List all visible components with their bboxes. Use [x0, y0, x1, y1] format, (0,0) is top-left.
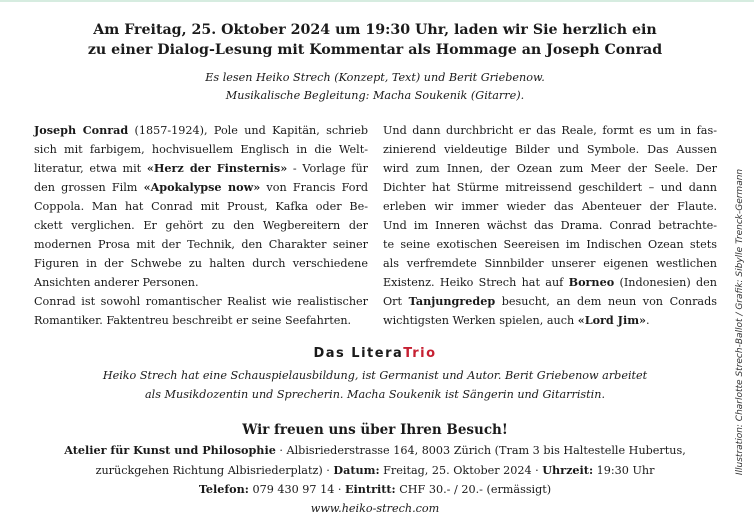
section-title-accent: Trio	[403, 346, 437, 361]
date-label: Datum:	[333, 462, 380, 477]
readers-line-2: Musikalische Begleitung: Macha Soukenik (Gitarre).	[225, 89, 525, 102]
trio-line-2: als Musikdozentin und Sprecherin. Macha Soukenik ist Sängerin und Gitarristin.	[145, 388, 605, 401]
text-line: modernen Prosa mit der Technik, den Charakter seiner	[34, 238, 368, 251]
film-title: «Apokalypse now»	[143, 180, 261, 194]
right-column-text	[383, 121, 717, 330]
illustration-credit: Illustration: Charlotte Strech-Ballot / Grafik: Sibylle Trenck-Germann	[735, 168, 745, 476]
text-line: Existenz. Heiko Strech hat auf Borneo (Indonesien) den	[383, 275, 718, 289]
venue-address: · Albisriederstrasse 164, 8003 Zürich (Tram 3 bis Haltestelle Hubertus,	[275, 444, 686, 457]
trio-description	[30, 366, 720, 404]
entry-label: Eintritt:	[344, 482, 396, 496]
text-line: Und dann durchbricht er das Reale, formt es um in fas-	[383, 124, 717, 137]
venue-line	[30, 441, 720, 461]
text-line: erleben wir immer wieder das Abenteuer der Flaute.	[383, 200, 717, 213]
text-line: zinierend vieldeutige Bilder und Symbole. Das Aussen	[383, 143, 717, 156]
text-line: Romantiker. Faktentreu beschreibt er seine Seefahrten.	[34, 314, 352, 327]
event-info	[30, 441, 720, 500]
trio-line-1: Heiko Strech hat eine Schauspielausbildung, ist Germanist und Autor. Berit Griebenow arbeitet	[102, 369, 648, 382]
welcome-heading: Wir freuen uns über Ihren Besuch!	[242, 422, 508, 438]
headline-line-1: Am Freitag, 25. Oktober 2024 um 19:30 Uhr, laden wir Sie herzlich ein	[93, 22, 657, 38]
text-line: Ansichten anderer Personen.	[34, 276, 199, 289]
top-divider	[0, 0, 754, 2]
text-line: wichtigsten Werken spielen, auch «Lord Jim».	[383, 313, 650, 327]
time-label: Uhrzeit:	[542, 462, 594, 477]
readers-line-1: Es lesen Heiko Strech (Konzept, Text) und Berit Griebenow.	[205, 71, 545, 84]
date-line	[30, 461, 720, 481]
author-name: Joseph Conrad	[34, 123, 129, 137]
text-line: Dichter hat Stürme mitreissend geschildert – und dann	[383, 181, 717, 194]
contact-line	[30, 480, 720, 500]
text-line: literatur, etwa mit «Herz der Finsternis» - Vorlage für	[34, 161, 369, 175]
text-line: te seine exotischen Seereisen im Indischen Ozean stets	[383, 238, 717, 251]
text-line: Joseph Conrad (1857-1924), Pole und Kapitän, schrieb	[34, 123, 368, 137]
text-line: Figuren in der Schwebe zu halten durch verschiedene	[34, 257, 368, 270]
text-line: sich mit farbigem, hochvisuellem Englisch in die Welt-	[34, 143, 368, 156]
place-name: Tanjungredep	[408, 294, 496, 308]
text-line: als verfremdete Sinnbilder unserer eigenen westlichen	[383, 257, 717, 270]
entry-value: CHF 30.- / 20.- (ermässigt)	[395, 483, 552, 496]
phone-label: Telefon:	[198, 482, 249, 496]
readers-info	[30, 69, 720, 105]
page-title	[30, 20, 720, 60]
text-line: wird zum Innen, der Ozean zum Meer der Seele. Der	[383, 162, 717, 175]
place-name: Borneo	[568, 275, 615, 289]
text-line: ckett verglichen. Er gehört zu den Wegbereitern der	[34, 219, 368, 232]
text-line: Conrad ist sowohl romantischer Realist wie realistischer	[34, 295, 368, 308]
left-column-text	[34, 121, 368, 330]
time-value: 19:30 Uhr	[593, 463, 655, 477]
date-value: Freitag, 25. Oktober 2024 ·	[379, 463, 543, 477]
website-link[interactable]: www.heiko-strech.com	[310, 502, 440, 515]
venue-label: Atelier für Kunst und Philosophie	[64, 443, 276, 457]
phone-value: 079 430 97 14 ·	[248, 483, 345, 496]
text-line: Und im Inneren wächst das Drama. Conrad betrachte-	[383, 219, 717, 232]
book-title: «Lord Jim»	[577, 313, 647, 327]
text-line: den grossen Film «Apokalypse now» von Francis Ford	[34, 180, 368, 194]
headline-line-2: zu einer Dialog-Lesung mit Kommentar als Hommage an Joseph Conrad	[87, 42, 663, 58]
directions: zurückgehen Richtung Albisriederplatz) ·	[95, 463, 334, 477]
text-line: Ort Tanjungredep besucht, an dem neun von Conrads	[383, 294, 717, 308]
book-title: «Herz der Finsternis»	[146, 161, 288, 175]
section-title-literatrio: Das LiteraTrio	[313, 346, 437, 361]
text-line: Coppola. Man hat Conrad mit Proust, Kafka oder Be-	[34, 200, 368, 213]
